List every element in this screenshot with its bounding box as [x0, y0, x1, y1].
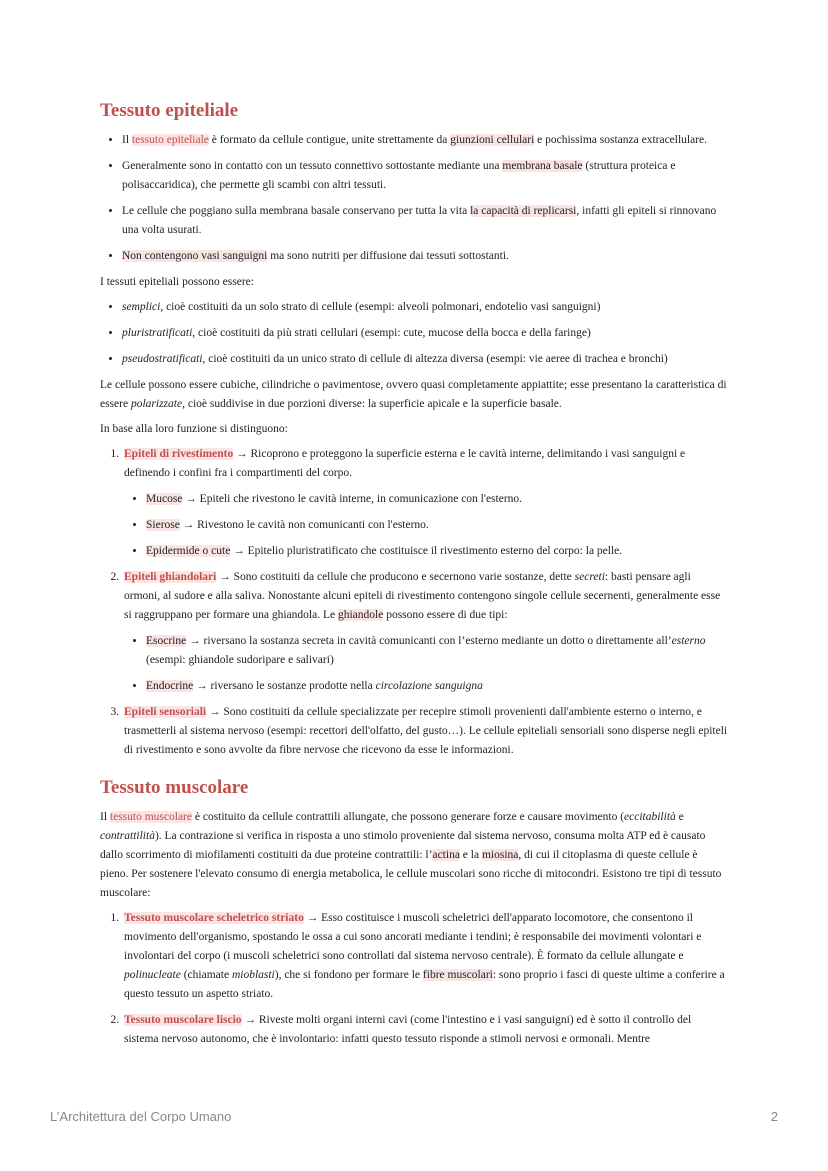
- text: → riversano le sostanze prodotte nella: [193, 680, 376, 692]
- term: semplici: [122, 301, 161, 313]
- keyword: Epiteli sensoriali: [124, 706, 207, 718]
- text: , cioè costituiti da un solo strato di cellule (esempi: alveoli polmonari, endotelio vasi sanguigni): [160, 301, 601, 313]
- text: Il: [122, 134, 132, 146]
- text: → Esso costituisce i muscoli scheletrici dell'apparato locomotore, che consentono il movimento dell'organismo, spostando le ossa a cui sono ancorati mediante i tendini; è responsabile dei movimenti volontari e involontari del corpo (i muscoli scheletrici sono controllati dal sistema nervoso centrale). È formato da cellule allungate e: [124, 912, 702, 962]
- highlight: Sierose: [146, 519, 180, 531]
- sublist: [124, 490, 728, 561]
- keyword: Epiteli ghiandolari: [124, 571, 217, 583]
- text: (chiamate: [180, 969, 232, 981]
- highlight: giunzioni cellulari: [450, 134, 535, 146]
- muscle-types-list: [100, 909, 728, 1049]
- list-item: [146, 516, 728, 535]
- paragraph: [100, 376, 728, 414]
- emphasis: mioblasti: [231, 969, 275, 981]
- keyword: Epiteli di rivestimento: [124, 448, 234, 460]
- text: → Rivestono le cavità non comunicanti con l'esterno.: [179, 519, 429, 531]
- emphasis: esterno: [671, 635, 706, 647]
- paragraph: [100, 808, 728, 903]
- text: Il: [100, 811, 110, 823]
- text: Generalmente sono in contatto con un tessuto connettivo sottostante mediante una: [122, 160, 503, 172]
- text: ma sono nutriti per diffusione dai tessuti sottostanti.: [267, 250, 509, 262]
- list-item: [122, 1011, 728, 1049]
- text: possono essere di due tipi:: [383, 609, 508, 621]
- page-number: 2: [770, 1109, 778, 1124]
- list-item: [122, 324, 728, 343]
- highlight: membrana basale: [502, 160, 583, 172]
- text: e: [675, 811, 684, 823]
- list-item: [146, 542, 728, 561]
- epithelial-types-list: [100, 298, 728, 369]
- keyword: Tessuto muscolare scheletrico striato: [124, 912, 304, 924]
- keyword: tessuto epiteliale: [131, 134, 209, 146]
- text: , infatti gli epiteli si rinnovano una volta usurati.: [122, 205, 717, 236]
- highlight: fibre muscolari: [422, 969, 493, 981]
- document-page: [100, 97, 728, 1056]
- list-item: [122, 298, 728, 317]
- list-item: [122, 568, 728, 696]
- text: → Sono costituiti da cellule che producono e secernono varie sostanze, dette: [216, 571, 575, 583]
- text: Le cellule possono essere cubiche, cilindriche o pavimentose, ovvero quasi completamente appiattite; esse presentano la caratteristica di essere: [100, 379, 727, 410]
- paragraph: I tessuti epiteliali possono essere:: [100, 276, 254, 288]
- list-item: [146, 677, 728, 696]
- emphasis: secreti: [574, 571, 605, 583]
- section-title-muscular: Tessuto muscolare: [100, 777, 249, 798]
- highlight: miosina: [481, 849, 519, 861]
- list-item: [122, 131, 728, 150]
- text: : sono proprio i fasci di queste ultime a conferire a questo tessuto un aspetto striato.: [124, 969, 725, 1000]
- highlight: Mucose: [146, 493, 183, 505]
- highlight: Epidermide o cute: [146, 545, 231, 557]
- list-item: [122, 350, 728, 369]
- emphasis: circolazione sanguigna: [375, 680, 483, 692]
- term: pseudostratificati: [122, 353, 203, 365]
- footer-title: L’Architettura del Corpo Umano: [50, 1109, 232, 1124]
- text: , di cui il citoplasma di queste cellule è pieno. Per sostenere l'elevato consumo di energia metabolica, le cellule muscolari sono ricche di mitocondri. Esistono tre tipi di tessuto muscolare:: [100, 849, 722, 899]
- text: , cioè costituiti da un unico strato di cellule di altezza diversa (esempi: vie aeree di trachea e bronchi): [202, 353, 668, 365]
- epithelial-bullets: [100, 131, 728, 266]
- keyword: Tessuto muscolare liscio: [124, 1014, 242, 1026]
- text: , cioè suddivise in due porzioni diverse: la superficie apicale e la superficie basale.: [182, 398, 562, 410]
- text: è formato da cellule contigue, unite strettamente da: [208, 134, 451, 146]
- text: → Sono costituiti da cellule specializzate per recepire stimoli provenienti dall'ambiente esterno o interno, e trasmetterli al sistema nervoso (esempi: recettori dell'olfatto, del gusto…). Le cellule epiteliali sensoriali sono disperse negli epiteli di rivestimento e sono avvolte da fibre nervose che ricevono da esse le informazioni.: [124, 706, 728, 756]
- text: e la: [459, 849, 482, 861]
- list-item: [122, 157, 728, 195]
- list-item: [146, 632, 728, 670]
- list-item: [122, 202, 728, 240]
- text: Le cellule che poggiano sulla membrana basale conservano per tutta la vita: [122, 205, 471, 217]
- text: → Riveste molti organi interni cavi (come l'intestino e i vasi sanguigni) ed è sotto il controllo del sistema nervoso autonomo, che è involontario: infatti questo tessuto risponde a stimoli nervosi e ormonali. Mentre: [124, 1014, 692, 1045]
- text: ). La contrazione si verifica in risposta a uno stimolo proveniente dal sistema nervoso, consuma molta ATP ed è causato dallo scorrimento di miofilamenti costituiti da due proteine contrattili: l’: [100, 830, 706, 861]
- paragraph: In base alla loro funzione si distinguono:: [100, 423, 288, 435]
- term: pluristratificati: [122, 327, 193, 339]
- epithelial-function-list: [100, 445, 728, 760]
- section-title-epithelial: Tessuto epiteliale: [100, 100, 239, 121]
- text: e pochissima sostanza extracellulare.: [534, 134, 708, 146]
- keyword: tessuto muscolare: [109, 811, 192, 823]
- emphasis: polinucleate: [124, 969, 181, 981]
- list-item: [122, 247, 728, 266]
- text: : basti pensare agli ormoni, al sudore e alla saliva. Nonostante alcuni epiteli di rivestimento contengono singole cellule secernenti, generalmente esse si raggruppano per formare una ghiandola. Le: [124, 571, 721, 621]
- highlight: Endocrine: [146, 680, 194, 692]
- text: (struttura proteica e polisaccaridica), che permette gli scambi con altri tessuti.: [122, 160, 676, 191]
- highlight: Non contengono vasi sanguigni: [122, 250, 268, 262]
- text: è costituito da cellule contrattili allungate, che possono generare forze e causare movimento (: [191, 811, 625, 823]
- highlight: Esocrine: [146, 635, 187, 647]
- list-item: [122, 703, 728, 760]
- text: → Ricoprono e proteggono la superficie esterna e le cavità interne, delimitando i vasi sanguigni e definendo i confini fra i compartimenti del corpo.: [124, 448, 686, 479]
- text: → Epiteli che rivestono le cavità interne, in comunicazione con l'esterno.: [182, 493, 523, 505]
- text: → riversano la sostanza secreta in cavità comunicanti con l’esterno mediante un dotto o direttamente all’: [186, 635, 672, 647]
- highlight: la capacità di replicarsi: [470, 205, 577, 217]
- emphasis: polarizzate: [130, 398, 183, 410]
- highlight: actina: [432, 849, 460, 861]
- list-item: [146, 490, 728, 509]
- list-item: [122, 445, 728, 561]
- highlight: ghiandole: [337, 609, 384, 621]
- text: → Epitelio pluristratificato che costituisce il rivestimento esterno del corpo: la pelle.: [230, 545, 623, 557]
- text: (esempi: ghiandole sudoripare e salivari): [146, 654, 334, 666]
- list-item: [122, 909, 728, 1004]
- emphasis: eccitabilità: [624, 811, 676, 823]
- text: ), che si fondono per formare le: [274, 969, 423, 981]
- sublist: [124, 632, 728, 696]
- emphasis: contrattilità: [100, 830, 155, 842]
- text: , cioè costituiti da più strati cellulari (esempi: cute, mucose della bocca e della faringe): [192, 327, 591, 339]
